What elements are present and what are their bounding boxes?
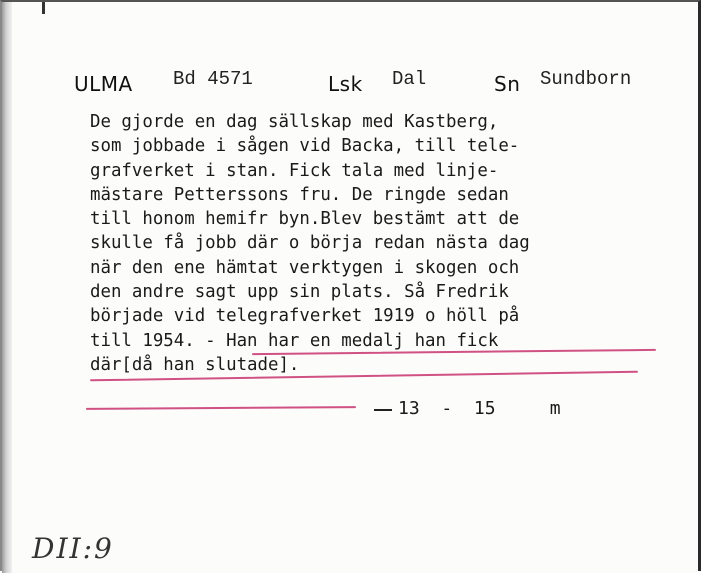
handwritten-code: DII:9: [32, 532, 114, 565]
card-scan-edge: [2, 2, 12, 573]
district-label: Lsk: [328, 72, 363, 96]
text-line: mästare Petterssons fru. De ringde sedan: [90, 184, 509, 205]
card-header: [74, 68, 674, 96]
parish-value: Sundborn: [540, 68, 632, 90]
punch-mark: [42, 2, 45, 14]
text-line: började vid telegrafverket 1919 o höll på: [90, 306, 520, 327]
district-value: Dal: [392, 68, 427, 90]
text-line: grafverket i stan. Fick tala med linje-: [90, 160, 499, 181]
archive-label: ULMA: [74, 72, 133, 96]
text-line: skulle få jobb där o börja redan nästa dag: [90, 233, 530, 254]
text-line: De gjorde en dag sällskap med Kastberg,: [90, 112, 499, 132]
footer-numbers: 13 - 15 m: [398, 398, 561, 419]
card-body-text: [90, 110, 690, 377]
text-line: till honom hemifr byn.Blev bestämt att de: [90, 209, 520, 230]
archive-value: Bd 4571: [173, 68, 253, 90]
footer-dash: [374, 409, 392, 411]
text-line: när den ene hämtat verktygen i skogen och: [90, 257, 520, 278]
text-line: där[då han slutade].: [90, 354, 300, 375]
parish-label: Sn: [494, 72, 521, 96]
text-line: som jobbade i sågen vid Backa, till tele-: [90, 136, 520, 157]
text-line: till 1954. - Han har en medalj han fick: [90, 330, 499, 351]
text-line: den andre sagt upp sin plats. Så Fredrik: [90, 282, 509, 303]
highlight-underline: [86, 406, 356, 410]
